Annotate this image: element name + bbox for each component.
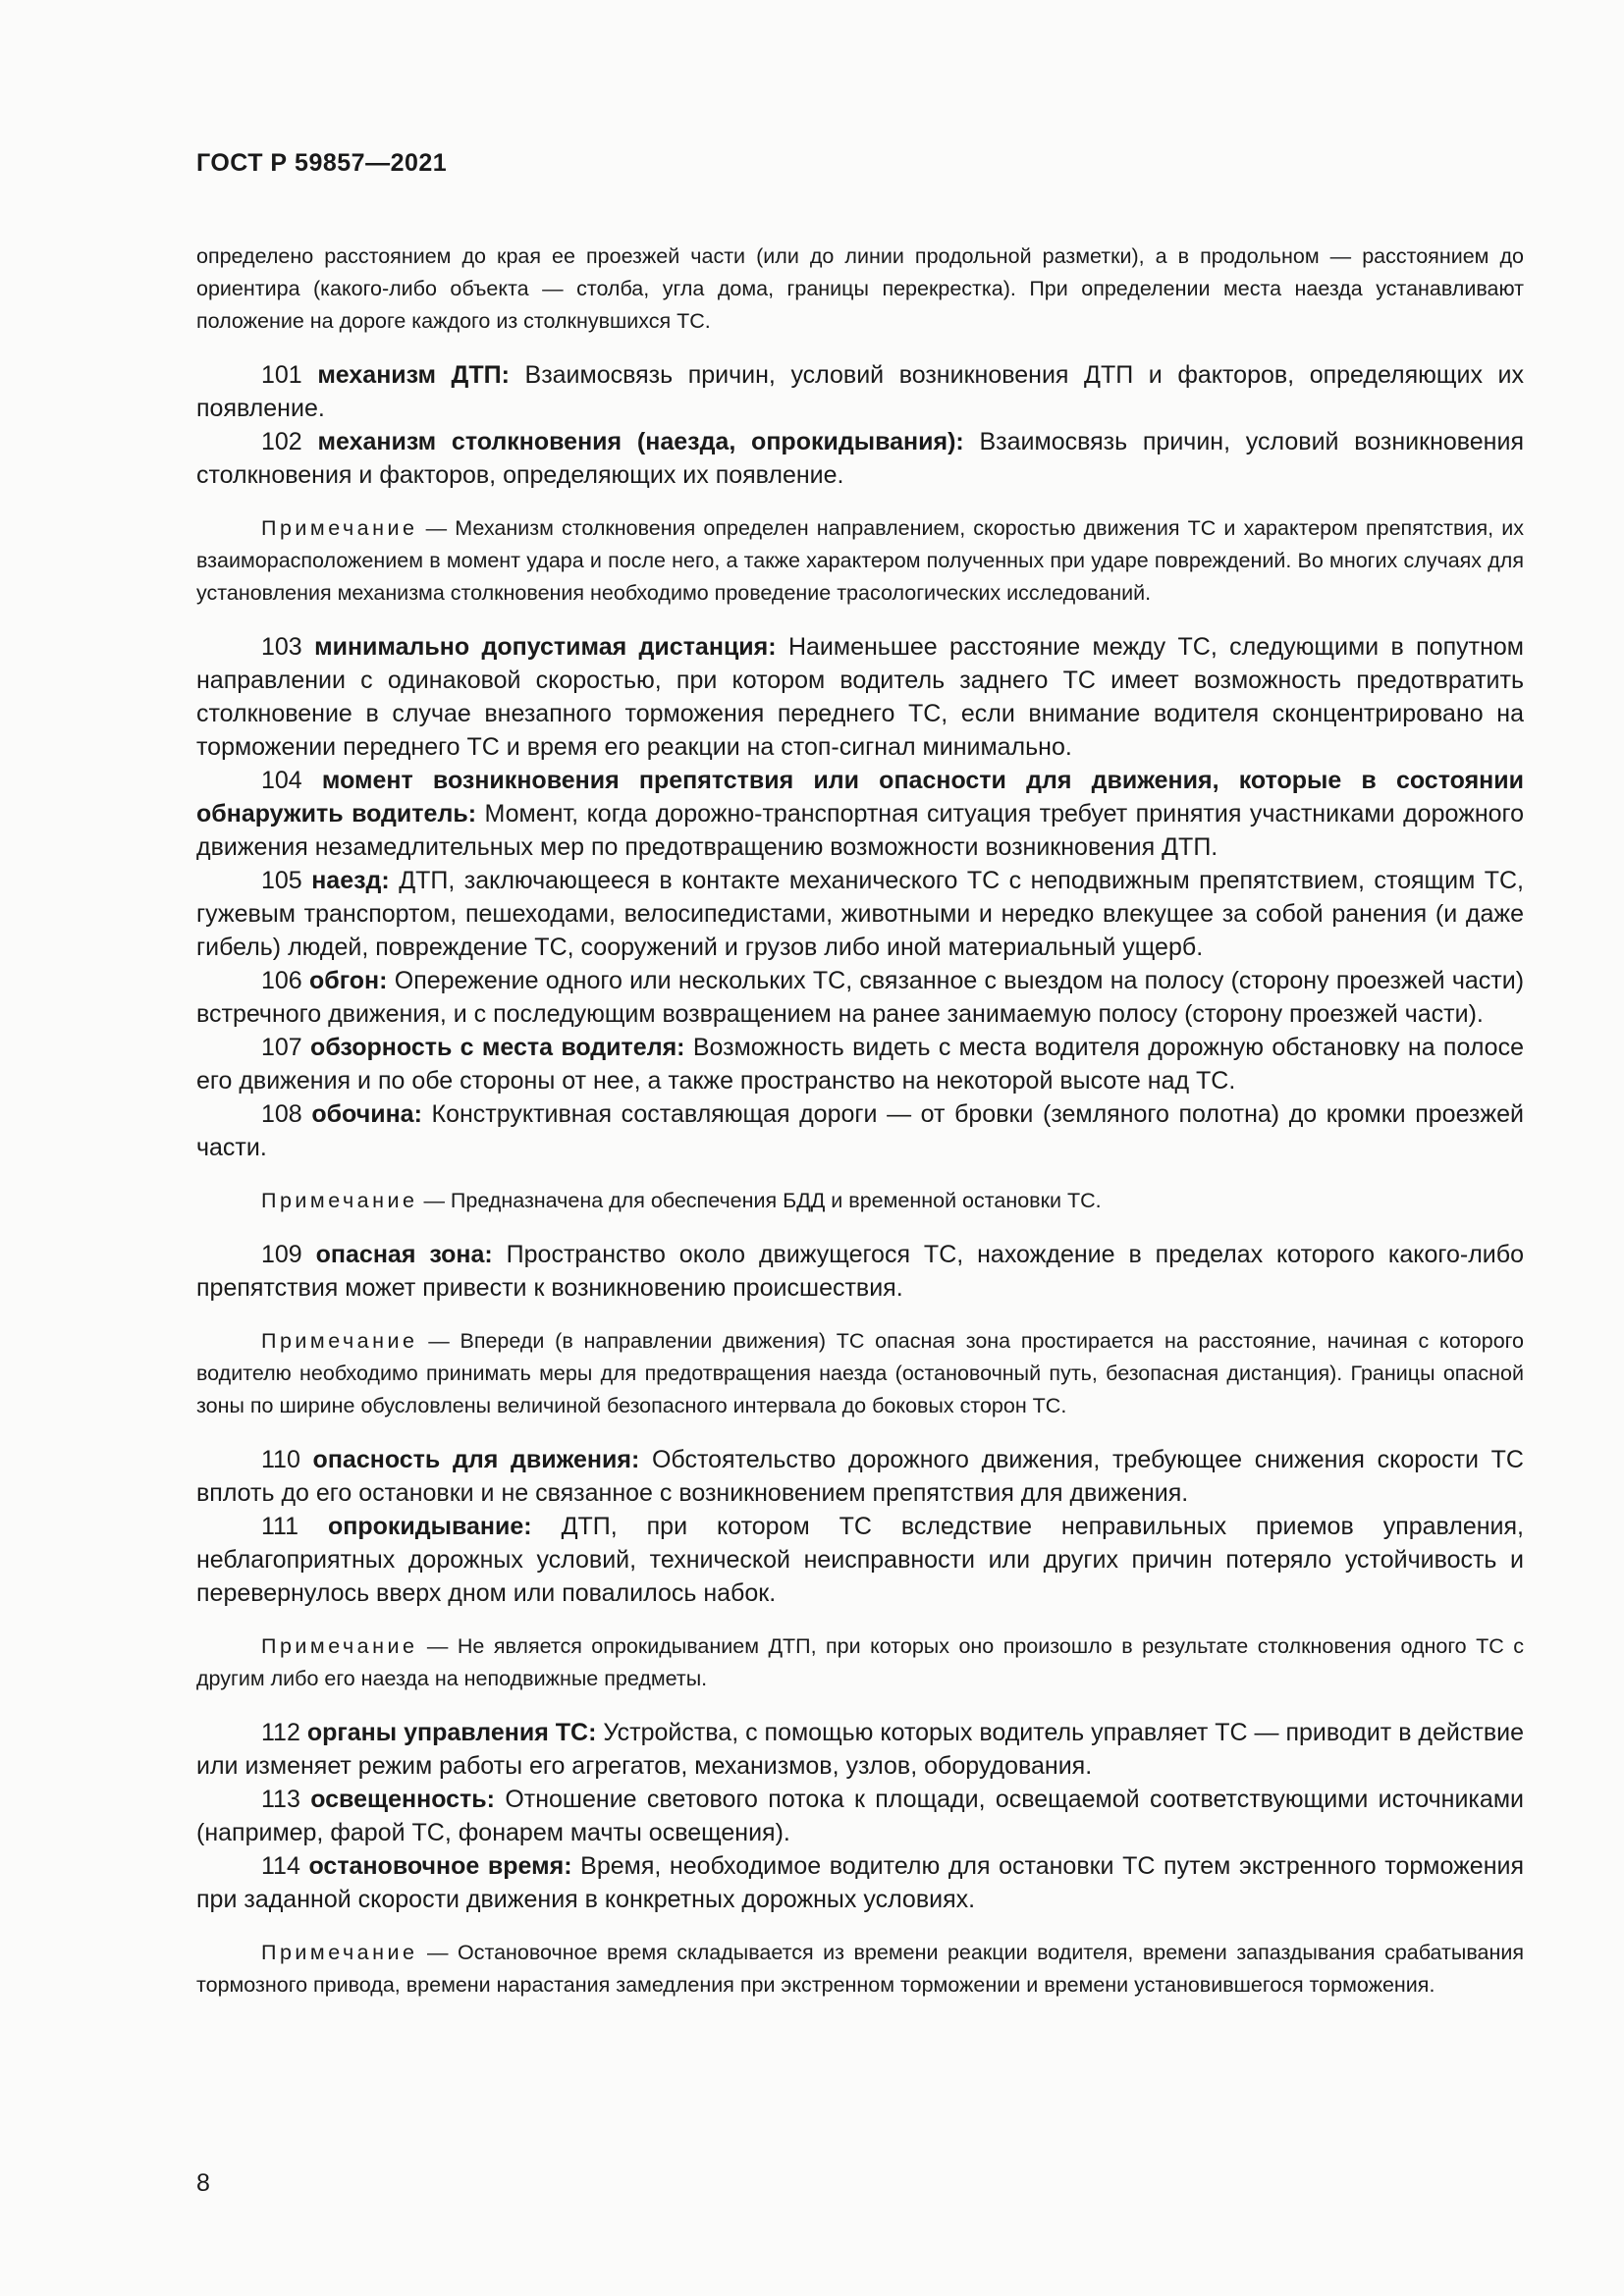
term-definition: Пространство около движущегося ТС, нахождение в пределах которого какого-либо препятствия может привести к возникновению происшествия. xyxy=(196,1241,1524,1302)
term-106 xyxy=(196,964,1524,1031)
term-number: 102 xyxy=(261,428,302,455)
term-112 xyxy=(196,1716,1524,1783)
note-text: — Предназначена для обеспечения БДД и временной остановки ТС. xyxy=(423,1189,1102,1212)
note-label: Примечание xyxy=(261,1634,418,1658)
term-definition: ДТП, при котором ТС вследствие неправильных приемов управления, неблагоприятных дорожных условий, технической неисправности или других причин потеряло устойчивость и перевернулось вверх дном или повалилось набок. xyxy=(196,1513,1524,1607)
term-number: 111 xyxy=(261,1513,299,1540)
note-text: — Механизм столкновения определен направлением, скоростью движения ТС и характером препятствия, их взаиморасположением в момент удара и после него, а также характером полученных при ударе повреждений. Во многих случаях для установления механизма столкновения необходимо проведение трасологических исследований. xyxy=(196,516,1524,605)
term-title: механизм ДТП: xyxy=(317,361,510,389)
document-code: ГОСТ Р 59857—2021 xyxy=(196,149,448,177)
term-103 xyxy=(196,630,1524,764)
note-label: Примечание xyxy=(261,1189,418,1212)
term-title: обгон: xyxy=(308,967,388,994)
term-title: органы управления ТС: xyxy=(306,1719,597,1746)
term-111 xyxy=(196,1510,1524,1610)
term-definition: Обстоятельство дорожного движения, требующее снижения скорости ТС вплоть до его остановки и не связанное с возникновением препятствия для движения. xyxy=(196,1446,1524,1507)
term-105 xyxy=(196,864,1524,964)
term-number: 104 xyxy=(261,767,302,794)
term-102 xyxy=(196,425,1524,492)
term-number: 108 xyxy=(261,1100,302,1128)
term-number: 103 xyxy=(261,633,302,661)
term-number: 106 xyxy=(261,967,302,994)
term-114 xyxy=(196,1849,1524,1916)
term-number: 107 xyxy=(261,1034,302,1061)
term-definition: ДТП, заключающееся в контакте механического ТС с неподвижным препятствием, стоящим ТС, гужевым транспортом, пешеходами, велосипедистами, животными и нередко влекущее за собой ранения (и даже гибель) людей, повреждение ТС, сооружений и грузов либо иной материальный ущерб. xyxy=(196,867,1524,961)
term-104 xyxy=(196,764,1524,864)
note-102 xyxy=(196,512,1524,610)
term-title: минимально допустимая дистанция: xyxy=(314,633,777,661)
term-number: 113 xyxy=(261,1786,300,1813)
term-definition: Возможность видеть с места водителя дорожную обстановку на полосе его движения и по обе стороны от нее, а также пространство на некоторой высоте над ТС. xyxy=(196,1034,1524,1095)
term-title: освещенность: xyxy=(310,1786,495,1813)
term-title: момент возникновения препятствия или опасности для движения, которые в состоянии обнаружить водитель: xyxy=(196,767,1524,828)
term-number: 112 xyxy=(261,1719,300,1746)
intro-paragraph: определено расстоянием до края ее проезжей части (или до линии продольной разметки), а в продольном — расстоянием до ориентира (какого-либо объекта — столба, угла дома, границы перекрестка). При определении места наезда устанавливают положение на дороге каждого из столкнувшихся ТС. xyxy=(196,244,1524,333)
note-label: Примечание xyxy=(261,516,418,540)
term-title: остановочное время: xyxy=(308,1852,572,1880)
note-text: — Остановочное время складывается из времени реакции водителя, времени запаздывания срабатывания тормозного привода, времени нарастания замедления при экстренном торможении и времени установившегося торможения. xyxy=(196,1941,1524,1997)
term-title: опасная зона: xyxy=(315,1241,493,1268)
term-number: 101 xyxy=(261,361,302,389)
term-definition: Отношение светового потока к площади, освещаемой соответствующими источниками (например, фарой ТС, фонарем мачты освещения). xyxy=(196,1786,1524,1846)
note-text: — Не является опрокидыванием ДТП, при которых оно произошло в результате столкновения одного ТС с другим либо его наезда на неподвижные предметы. xyxy=(196,1634,1524,1690)
term-113 xyxy=(196,1783,1524,1849)
term-title: опрокидывание: xyxy=(327,1513,532,1540)
term-number: 105 xyxy=(261,867,302,894)
term-number: 109 xyxy=(261,1241,302,1268)
term-108 xyxy=(196,1097,1524,1164)
note-label: Примечание xyxy=(261,1941,418,1964)
term-definition: Момент, когда дорожно-транспортная ситуация требует принятия участниками дорожного движения незамедлительных мер по предотвращению возможности возникновения ДТП. xyxy=(196,800,1525,861)
page-number: 8 xyxy=(196,2169,210,2197)
term-definition: Взаимосвязь причин, условий возникновения ДТП и факторов, определяющих их появление. xyxy=(196,361,1525,422)
term-title: механизм столкновения (наезда, опрокидывания): xyxy=(317,428,964,455)
term-110 xyxy=(196,1443,1524,1510)
term-title: опасность для движения: xyxy=(312,1446,640,1473)
note-label: Примечание xyxy=(261,1329,418,1353)
document-body xyxy=(196,240,1524,2022)
term-definition: Устройства, с помощью которых водитель управляет ТС — приводит в действие или изменяет режим работы его агрегатов, механизмов, узлов, оборудования. xyxy=(196,1719,1524,1780)
note-text: — Впереди (в направлении движения) ТС опасная зона простирается на расстояние, начиная с которого водителю необходимо принимать меры для предотвращения наезда (остановочный путь, безопасная дистанция). Границы опасной зоны по ширине обусловлены величиной безопасного интервала до боковых сторон ТС. xyxy=(196,1329,1524,1417)
term-number: 110 xyxy=(261,1446,300,1473)
term-101 xyxy=(196,358,1524,425)
term-title: обочина: xyxy=(311,1100,422,1128)
term-109 xyxy=(196,1238,1524,1305)
term-number: 114 xyxy=(261,1852,300,1880)
term-definition: Опережение одного или нескольких ТС, связанное с выездом на полосу (сторону проезжей части) встречного движения, и с последующим возвращением на ранее занимаемую полосу (сторону проезжей части). xyxy=(196,967,1525,1028)
term-definition: Наименьшее расстояние между ТС, следующими в попутном направлении с одинаковой скоростью, при котором водитель заднего ТС имеет возможность предотвратить столкновение в случае внезапного торможения переднего ТС, если внимание водителя сконцентрировано на торможении переднего ТС и время его реакции на стоп-сигнал минимально. xyxy=(196,633,1524,761)
note-108 xyxy=(196,1185,1524,1217)
term-definition: Конструктивная составляющая дороги — от бровки (земляного полотна) до кромки проезжей части. xyxy=(196,1100,1524,1161)
note-111 xyxy=(196,1630,1524,1695)
term-title: обзорность с места водителя: xyxy=(310,1034,685,1061)
term-107 xyxy=(196,1031,1524,1097)
note-109 xyxy=(196,1325,1524,1422)
term-definition: Взаимосвязь причин, условий возникновения столкновения и факторов, определяющих их появление. xyxy=(196,428,1524,489)
term-definition: Время, необходимое водителю для остановки ТС путем экстренного торможения при заданной скорости движения в конкретных дорожных условиях. xyxy=(196,1852,1525,1913)
note-114 xyxy=(196,1937,1524,2002)
term-title: наезд: xyxy=(311,867,390,894)
